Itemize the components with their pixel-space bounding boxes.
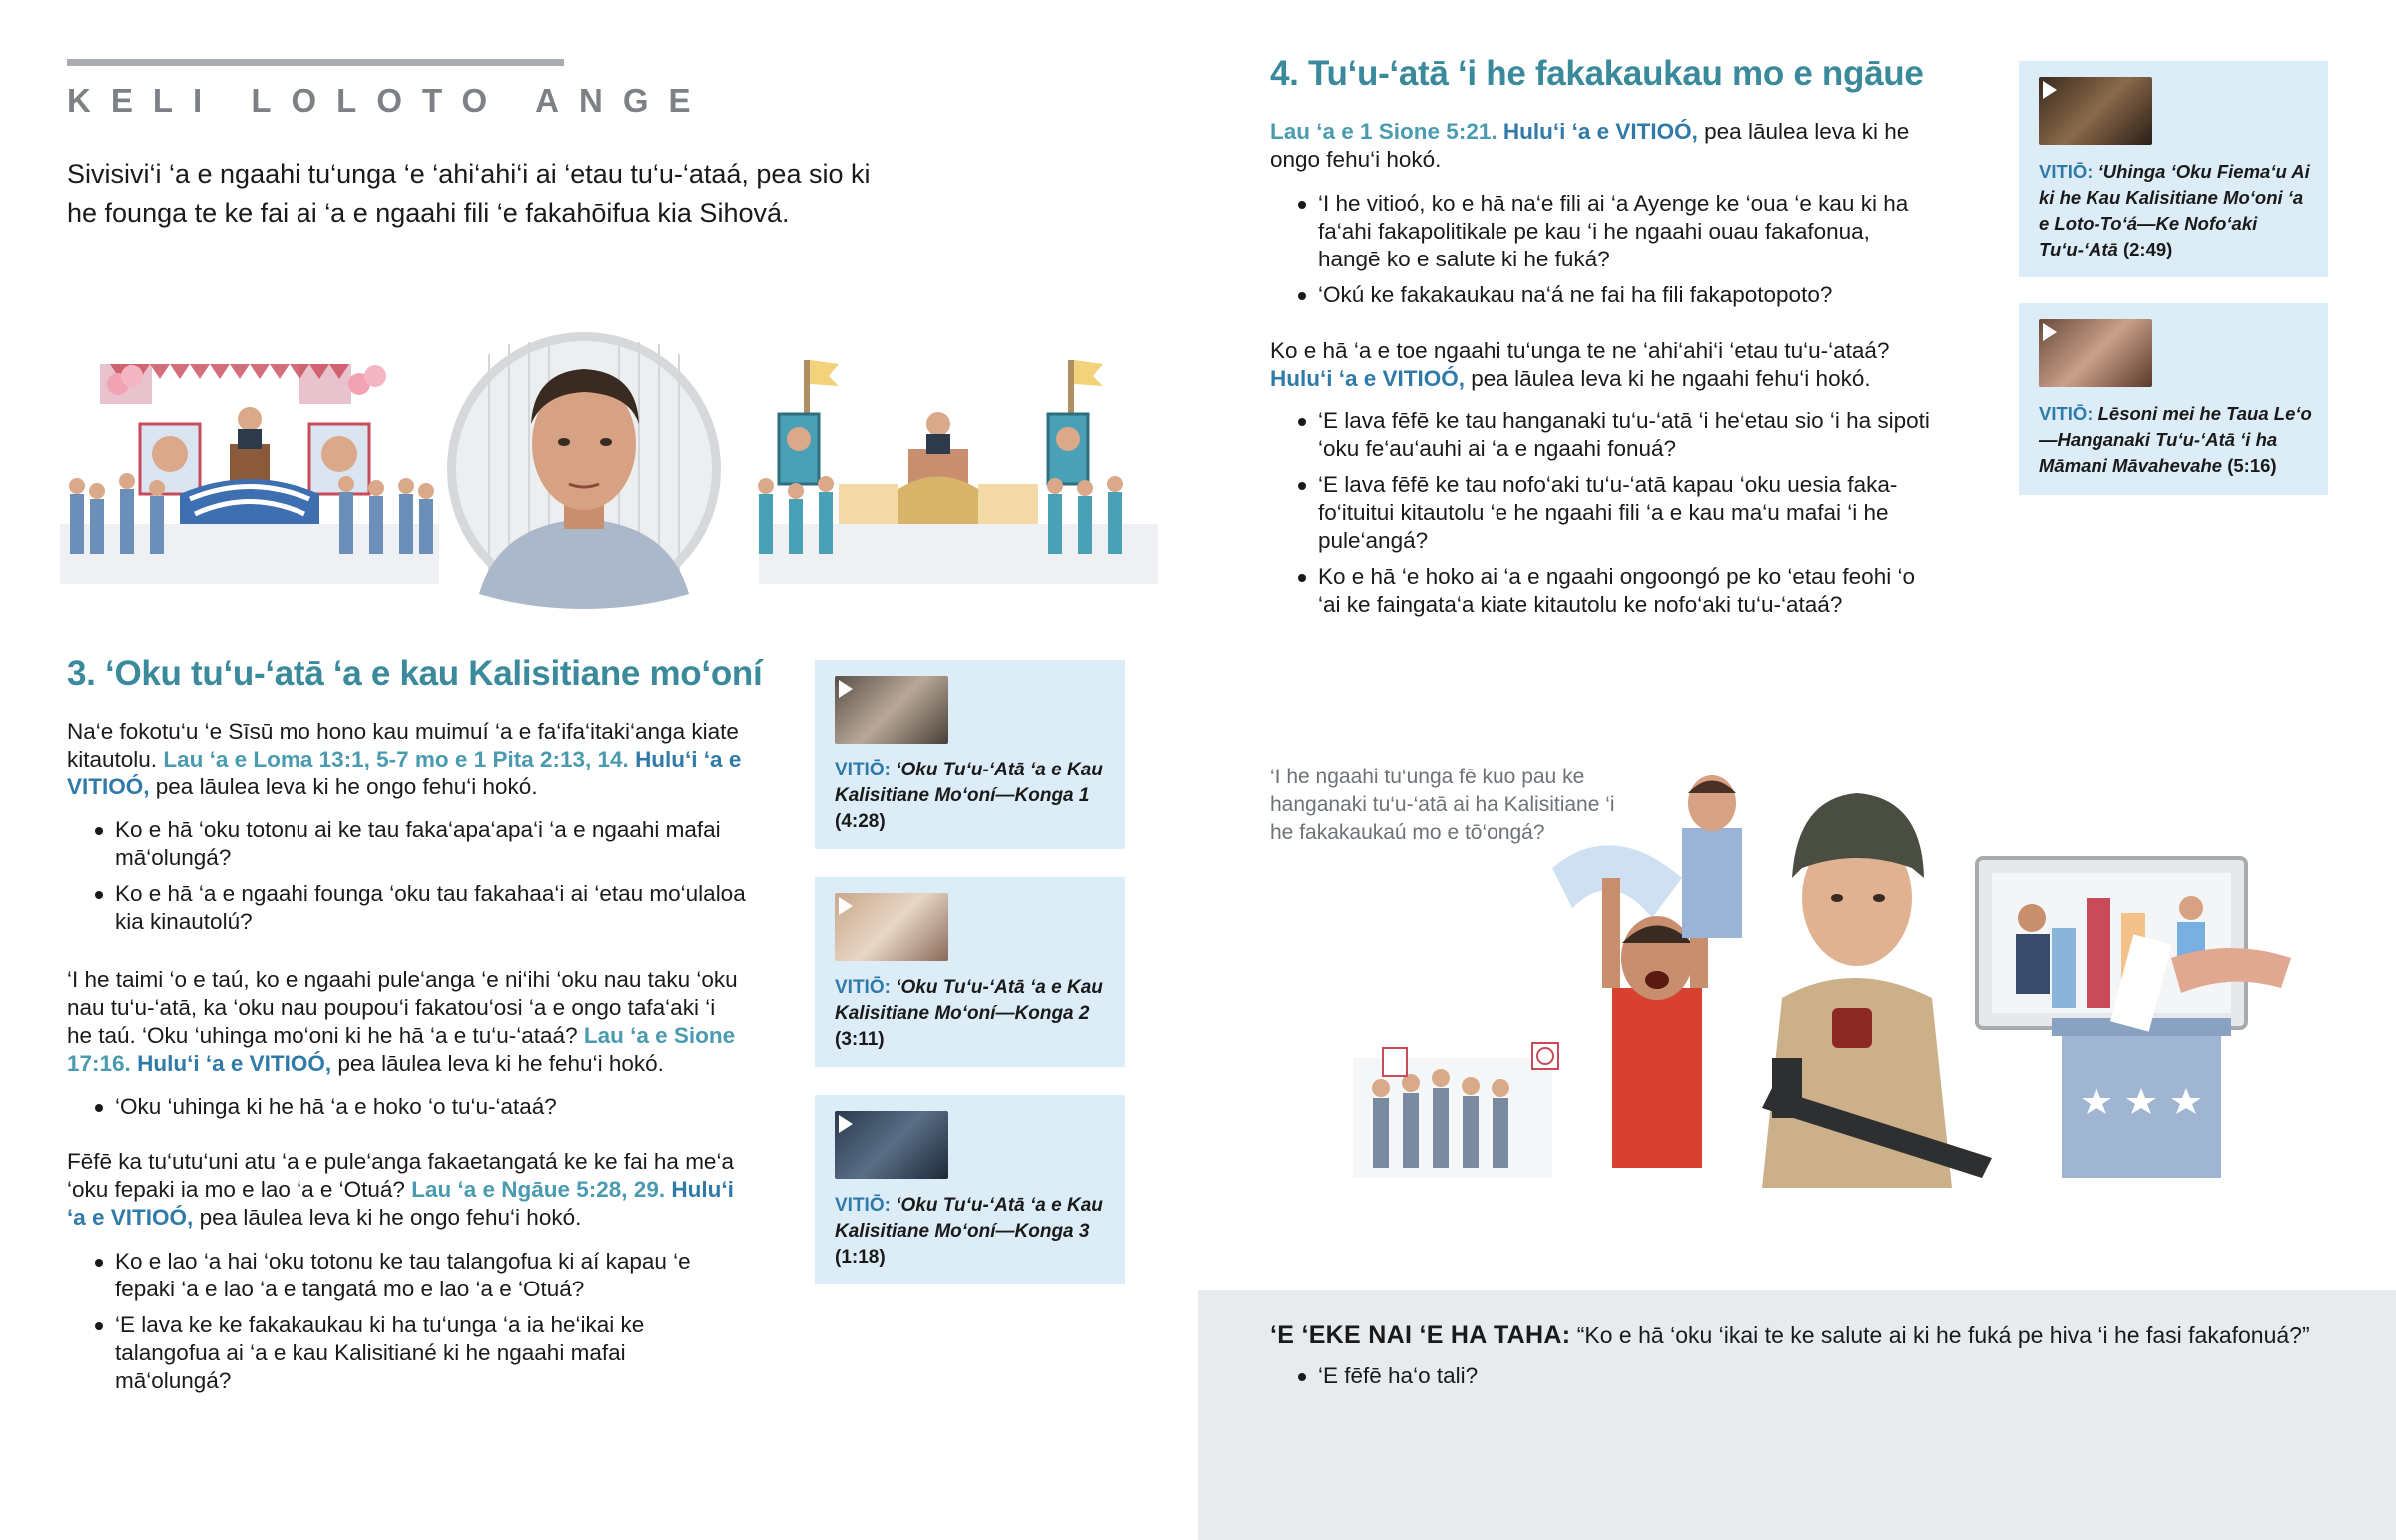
play-icon <box>2043 81 2057 99</box>
section4-p2-text: Ko e hā ‘a e toe ngaahi tu‘unga te ne ‘ahi‘ahi‘i ‘etau tu‘u-‘ataá? <box>1270 338 1890 363</box>
video-card-konga-1[interactable] <box>815 660 1125 849</box>
protesters <box>1353 1043 1558 1178</box>
question-line <box>1270 1320 2368 1350</box>
list-item: ‘Okú ke fakakaukau na‘á ne fai ha fili fakapotopoto? <box>1270 281 1929 309</box>
question-text: “Ko e hā ‘oku ‘ikai te ke salute ai ki he fuká pe hiva ‘i he fasi fakafonuá?” <box>1576 1322 2310 1348</box>
intro-text: Sivisivi‘i ‘a e ngaahi tu‘unga ‘e ‘ahi‘ahi‘i ai ‘etau tu‘u-‘ataá, pea sio ki he founga te ke fai ai ‘a e ngaahi fili ‘e fakahōifua kia Sihová. <box>67 159 871 228</box>
section3-title: 3. ‘Oku tu‘u-‘atā ‘a e kau Kalisitiane mo‘oní <box>67 654 763 693</box>
video-caption: VITIŌ: ‘Uhinga ‘Oku Fiema‘u Ai ki he Kau Kalisitiane Mo‘oni ‘a e Loto-To‘á—Ke Nofo‘aki Tu‘u-‘Atā (2:49) <box>2039 161 2310 259</box>
video-duration: (4:28) <box>835 811 886 832</box>
video-thumbnail[interactable] <box>835 1111 948 1179</box>
play-icon <box>839 680 853 698</box>
video-title: ‘Uhinga ‘Oku Fiema‘u Ai ki he Kau Kalisitiane Mo‘oni ‘a e Loto-To‘á—Ke Nofo‘aki Tu‘u-‘Atā <box>2039 161 2310 259</box>
video-card-konga-3[interactable] <box>815 1095 1125 1284</box>
question-label: ‘E ‘EKE NAI ‘E HA TAHA: <box>1270 1321 1571 1349</box>
illustration-caption: ‘I he ngaahi tu‘unga fē kuo pau ke hanganaki tu‘u-‘atā ai ha Kalisitiane ‘i he fakakaukaú mo e tō‘ongá? <box>1270 766 1615 844</box>
question-panel <box>1198 1290 2396 1540</box>
video-caption: VITIŌ: ‘Oku Tu‘u-‘Atā ‘a e Kau Kalisitiane Mo‘oní—Konga 2 (3:11) <box>835 977 1103 1050</box>
video-card-konga-2[interactable] <box>815 877 1125 1067</box>
video-duration: (2:49) <box>2122 239 2173 259</box>
section3-bullets2 <box>67 1093 746 1129</box>
section4-p2-tail: pea lāulea leva ki he ngaahi fehu‘i hokó. <box>1471 366 1871 391</box>
list-item: ‘Oku ‘uhinga ki he hā ‘a e hoko ‘o tu‘u-‘ataá? <box>67 1093 746 1121</box>
section3-bullets3 <box>67 1248 746 1403</box>
section3-paragraph2 <box>67 966 746 1078</box>
section3-p3-video-link[interactable]: Hulu‘i ‘a e VITIOÓ, <box>67 1177 734 1230</box>
list-item: ‘E lava fēfē ke tau hanganaki tu‘u-‘atā ‘i he‘etau sio ‘i ha sipoti ‘oku fe‘au‘auhi ai ‘a e ngaahi fonuá? <box>1270 407 1939 463</box>
eyebrow-title: KELI LOLOTO ANGE <box>67 82 711 119</box>
section3-p3-scripture-link[interactable]: Lau ‘a e Ngāue 5:28, 29. <box>411 1177 666 1202</box>
video-duration: (1:18) <box>835 1247 886 1268</box>
video-card-taua-leo[interactable] <box>2019 303 2328 495</box>
section3-p3-tail: pea lāulea leva ki he ongo fehu‘i hokó. <box>199 1205 582 1230</box>
right-rally <box>758 360 1158 584</box>
section4-title: 4. Tu‘u-‘atā ‘i he fakakaukau mo e ngāue <box>1270 54 1924 93</box>
section3-p1-tail: pea lāulea leva ki he ongo fehu‘i hokó. <box>155 774 538 799</box>
section4-p1-scripture-link[interactable]: Lau ‘a e 1 Sione 5:21. <box>1270 119 1498 144</box>
political-rally-illustration <box>60 324 1158 614</box>
video-title: ‘Oku Tu‘u-‘Atā ‘a e Kau Kalisitiane Mo‘oní—Konga 3 <box>835 1195 1103 1242</box>
question-bullets <box>1270 1362 2168 1398</box>
play-icon <box>839 897 853 915</box>
section4-paragraph1 <box>1270 118 1929 174</box>
section3-p1-scripture-link[interactable]: Lau ‘a e Loma 13:1, 5-7 mo e 1 Pita 2:13, 14. <box>163 747 629 771</box>
list-item: Ko e lao ‘a hai ‘oku totonu ke tau talangofua ki aí kapau ‘e fepaki ‘a e lao ‘a e tangatá mo e lao ‘a e ‘Otuá? <box>67 1248 746 1303</box>
man-portrait <box>447 332 721 609</box>
list-item: ‘I he vitioó, ko e hā na‘e fili ai ‘a Ayenge ke ‘oua ‘e kau ki ha fa‘ahi fakapolitikale pe kau ‘i he ngaahi ouau fakafonua, hangē ko e salute ki he fuká? <box>1270 190 1929 273</box>
section4-p1-video-link[interactable]: Hulu‘i ‘a e VITIOÓ, <box>1502 119 1698 144</box>
section4-bullets2 <box>1270 407 1939 627</box>
video-title: ‘Oku Tu‘u-‘Atā ‘a e Kau Kalisitiane Mo‘oní—Konga 2 <box>835 977 1103 1024</box>
section3-bullets1 <box>67 816 746 944</box>
singing-student <box>1682 775 1742 938</box>
section3-p2-scripture-link[interactable]: Lau ‘a e Sione 17:16. <box>67 1023 736 1076</box>
video-thumbnail[interactable] <box>835 676 948 744</box>
list-item: ‘E fēfē ha‘o tali? <box>1270 1362 2168 1390</box>
section4-p2-video-link[interactable]: Hulu‘i ‘a e VITIOÓ, <box>1270 366 1466 391</box>
video-caption: VITIŌ: ‘Oku Tu‘u-‘Atā ‘a e Kau Kalisitiane Mo‘oní—Konga 1 (4:28) <box>835 760 1103 832</box>
neutrality-scenarios-illustration <box>1353 759 2311 1188</box>
list-item: ‘E lava ke ke fakakaukau ki ha tu‘unga ‘a ia he‘ikai ke talangofua ai ‘a e kau Kalisitiané ki he ngaahi mafai mā‘olungá? <box>67 1311 746 1395</box>
section3-p1-text: Na‘e fokotu‘u ‘e Sīsū mo hono kau muimuí ‘a e fa‘ifa‘itaki‘anga kiate kitautolu. <box>67 719 739 771</box>
video-duration: (5:16) <box>2227 455 2277 476</box>
soldier <box>1762 793 1992 1188</box>
section4-p1-tail: pea lāulea leva ki he ongo fehu‘i hokó. <box>1270 119 1910 172</box>
section3-p2-text: ‘I he taimi ‘o e taú, ko e ngaahi pule‘anga ‘e ni‘ihi ‘oku nau taku ‘oku nau tu‘u-‘atā, ka ‘oku nau poupou‘i fakatou‘osi ‘a e ongo tafa‘aki ‘i he taú. ‘Oku ‘uhinga mo‘oni ki he hā ‘a e tu‘u-‘ataá? <box>67 967 738 1048</box>
section3-p3-text: Fēfē ka tu‘utu‘uni atu ‘a e pule‘anga fakaetangatá ke ke fai ha me‘a ‘oku fepaki ia mo e lao ‘a e ‘Otuá? <box>67 1149 734 1202</box>
video-title: ‘Oku Tu‘u-‘Atā ‘a e Kau Kalisitiane Mo‘oní—Konga 1 <box>835 760 1103 806</box>
video-thumbnail[interactable] <box>2039 77 2152 145</box>
video-caption: VITIŌ: ‘Oku Tu‘u-‘Atā ‘a e Kau Kalisitiane Mo‘oní—Konga 3 (1:18) <box>835 1195 1103 1268</box>
video-caption: VITIŌ: Lēsoni mei he Taua Le‘o—Hanganaki Tu‘u-‘Atā ‘i ha Māmani Māvahevahe (5:16) <box>2039 403 2312 476</box>
list-item: Ko e hā ‘e hoko ai ‘a e ngaahi ongoongó pe ko ‘etau feohi ‘o ‘ai ke faingata‘a kiate kitautolu ke nofo‘aki tu‘u-‘ataá? <box>1270 563 1939 619</box>
left-rally <box>60 364 439 584</box>
play-icon <box>2043 323 2057 341</box>
list-item: ‘E lava fēfē ke tau nofo‘aki tu‘u-‘atā kapau ‘oku uesia faka-fo‘ituitui kitautolu ‘e he ngaahi fili ‘a e kau ma‘u mafai ‘i he pule‘angá? <box>1270 471 1939 555</box>
section3-p2-video-link[interactable]: Hulu‘i ‘a e VITIOÓ, <box>137 1051 332 1076</box>
list-item: Ko e hā ‘oku totonu ai ke tau faka‘apa‘apa‘i ‘a e ngaahi mafai mā‘olungá? <box>67 816 746 872</box>
video-title: Lēsoni mei he Taua Le‘o—Hanganaki Tu‘u-‘Atā ‘i ha Māmani Māvahevahe <box>2039 403 2312 476</box>
video-thumbnail[interactable] <box>835 893 948 961</box>
video-thumbnail[interactable] <box>2039 319 2152 387</box>
header-rule <box>67 59 564 66</box>
section4-bullets1 <box>1270 190 1929 317</box>
video-card-loto-toa[interactable] <box>2019 61 2328 277</box>
section3-paragraph1 <box>67 718 746 801</box>
video-duration: (3:11) <box>835 1029 885 1050</box>
section3-p2-tail: pea lāulea leva ki he fehu‘i hokó. <box>337 1051 664 1076</box>
election-tv <box>1977 858 2246 1028</box>
section4-paragraph2 <box>1270 337 1929 393</box>
section3-paragraph3 <box>67 1148 746 1232</box>
list-item: Ko e hā ‘a e ngaahi founga ‘oku tau fakahaa‘i ai ‘etau mo‘ulaloa kia kinautolú? <box>67 880 746 936</box>
play-icon <box>839 1115 853 1133</box>
section3-p1-video-link[interactable]: Hulu‘i ‘a e VITIOÓ, <box>67 747 742 799</box>
